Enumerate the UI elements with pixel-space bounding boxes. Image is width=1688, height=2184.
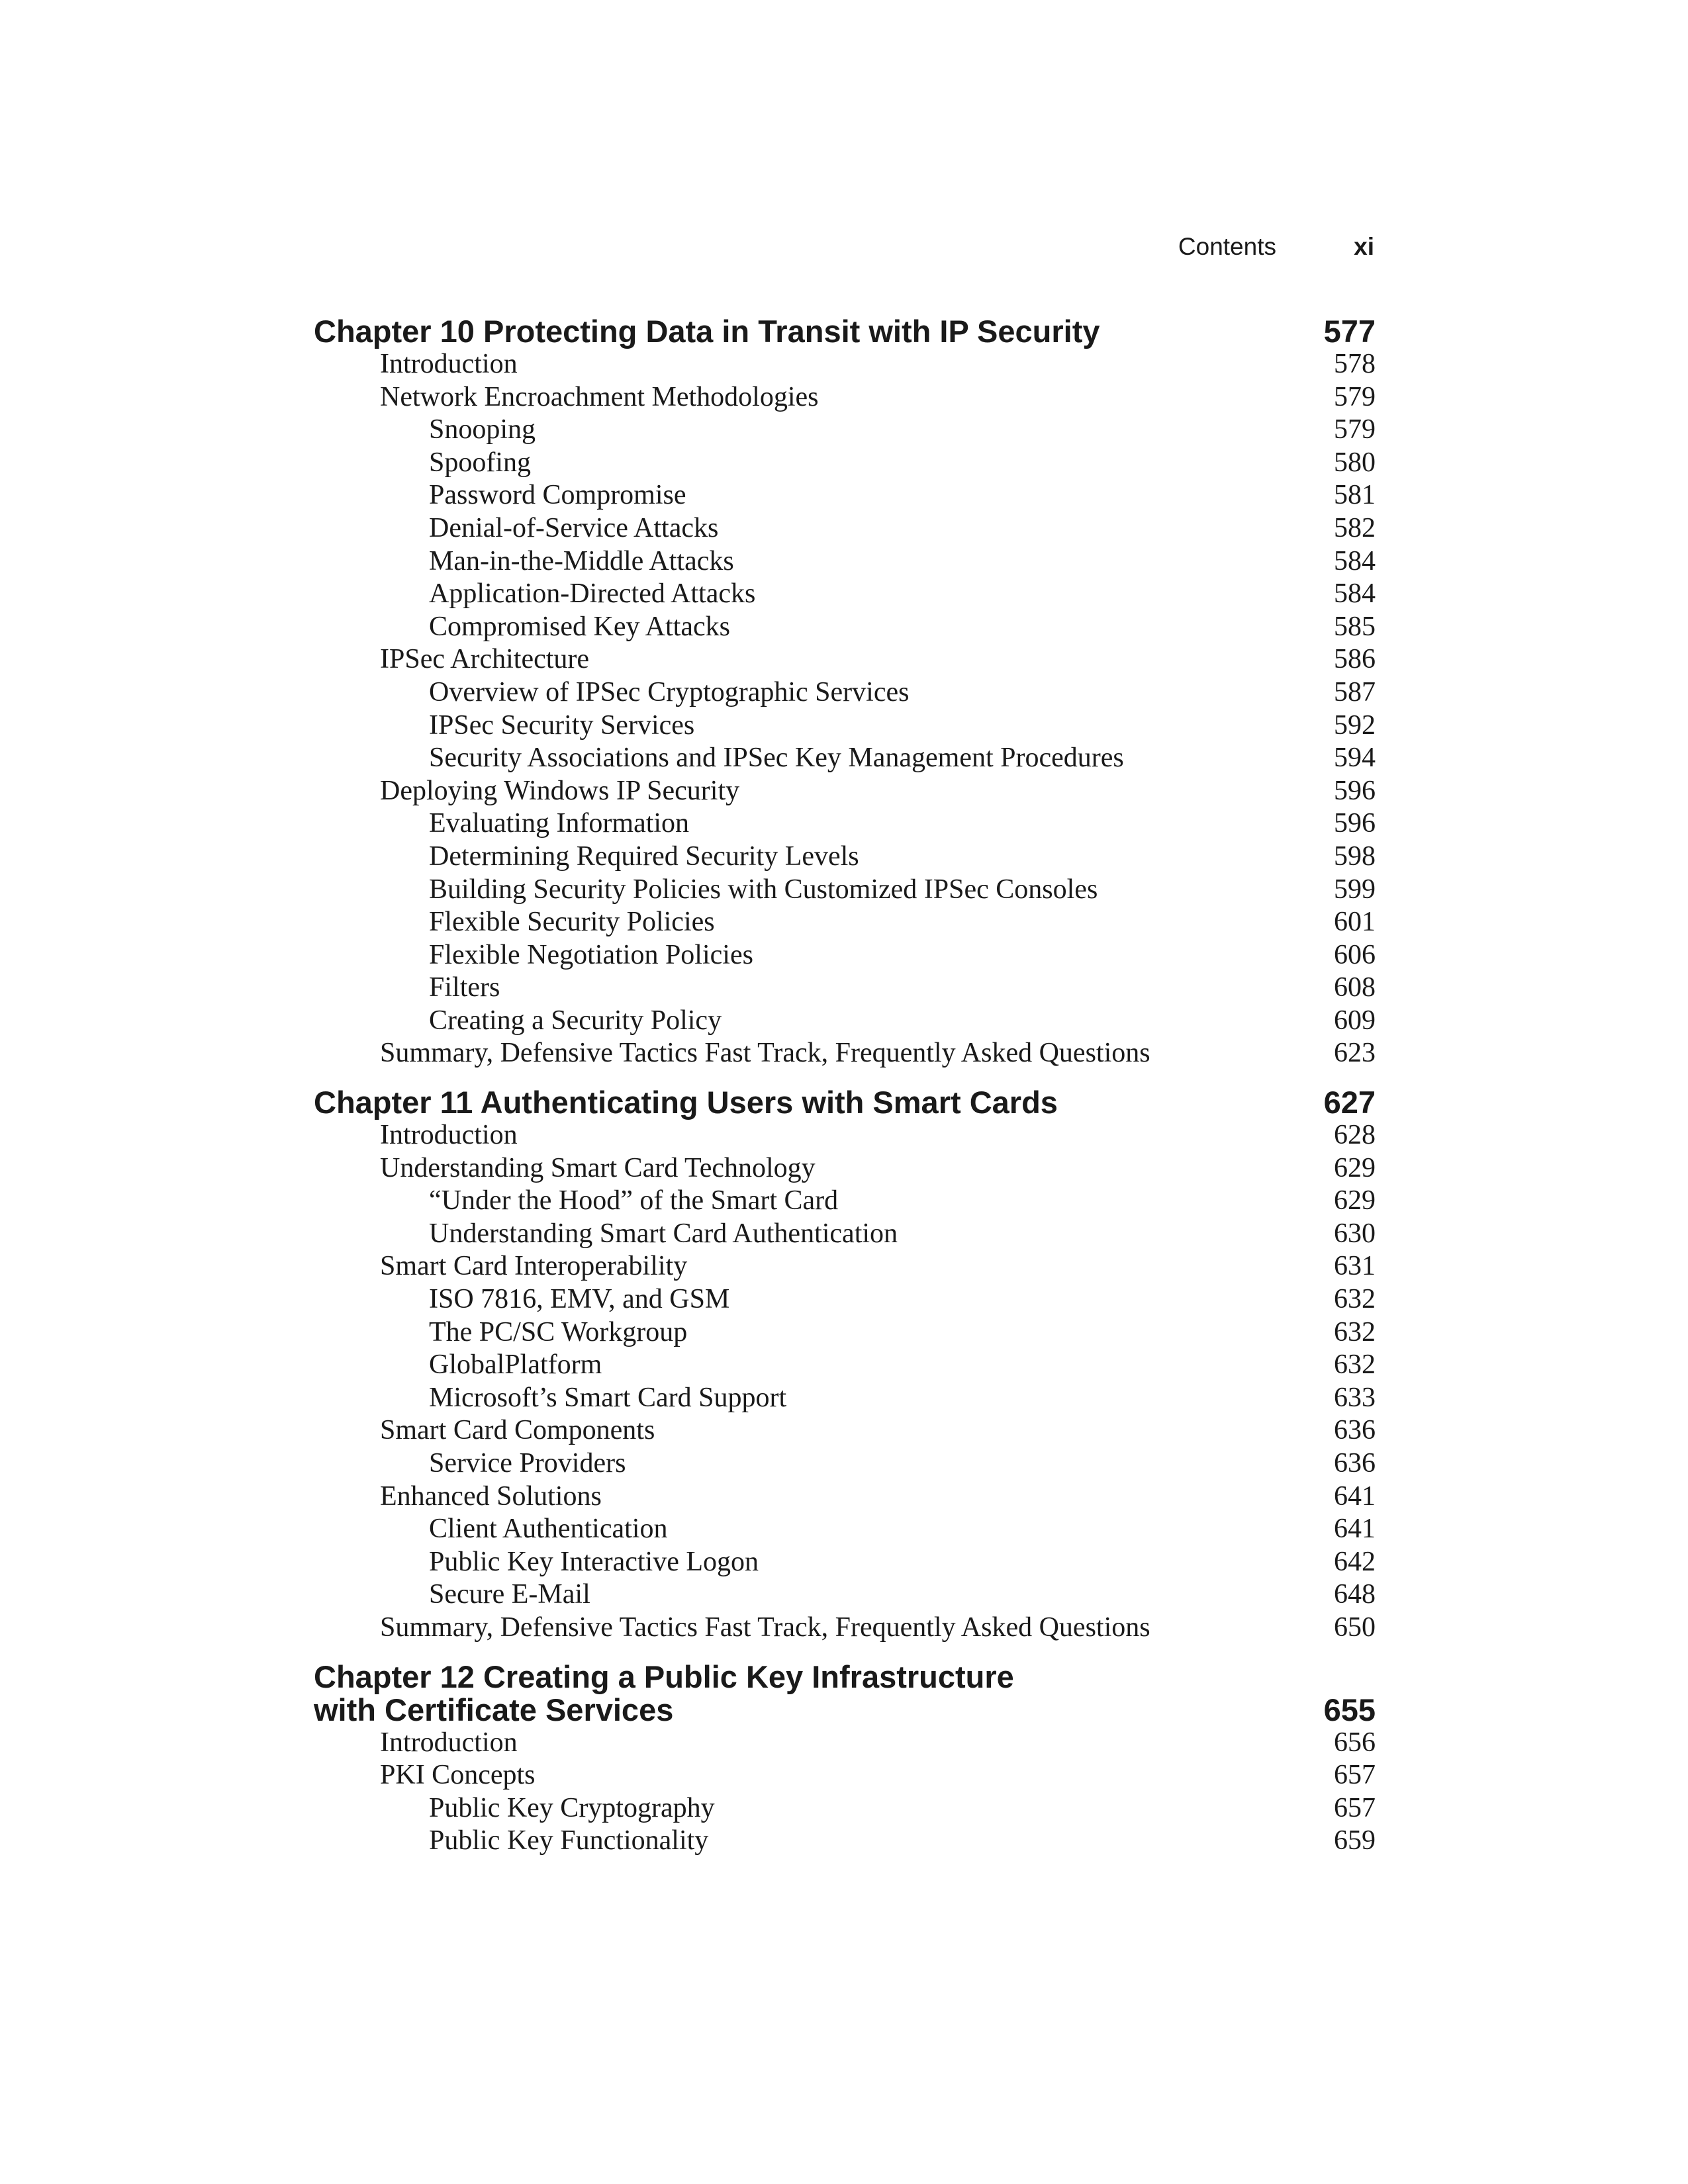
entry-page-number: 580 [1334, 447, 1376, 478]
entry-title: Introduction [380, 1727, 518, 1758]
toc-subsection-entry[interactable] [314, 1283, 1376, 1316]
toc-subsection-entry[interactable] [314, 1513, 1376, 1546]
entry-page-number: 596 [1334, 775, 1376, 806]
entry-page-number: 594 [1334, 743, 1376, 774]
toc-section-entry[interactable] [314, 1759, 1376, 1792]
entry-page-number: 586 [1334, 644, 1376, 675]
entry-title: Public Key Cryptography [429, 1792, 715, 1823]
table-of-contents [314, 315, 1376, 1858]
entry-page-number: 606 [1334, 939, 1376, 970]
toc-section-entry[interactable] [314, 1119, 1376, 1152]
running-header [1059, 233, 1374, 266]
entry-page-number: 579 [1334, 381, 1376, 412]
chapter-spacer [314, 1070, 1376, 1086]
toc-subsection-entry[interactable] [314, 1218, 1376, 1251]
entry-page-number: 592 [1334, 709, 1376, 741]
toc-section-entry[interactable] [314, 1152, 1376, 1185]
entry-page-number: 598 [1334, 841, 1376, 872]
chapter-title: with Certificate Services [314, 1692, 674, 1727]
entry-title: Filters [429, 972, 500, 1003]
entry-title: Determining Required Security Levels [429, 841, 859, 872]
entry-title: Understanding Smart Card Authentication [429, 1218, 898, 1249]
toc-subsection-entry[interactable] [314, 1792, 1376, 1825]
toc-subsection-entry[interactable] [314, 447, 1376, 480]
entry-page-number: 596 [1334, 808, 1376, 839]
toc-section-entry[interactable] [314, 381, 1376, 414]
toc-subsection-entry[interactable] [314, 709, 1376, 743]
entry-page-number: 630 [1334, 1218, 1376, 1249]
entry-page-number: 659 [1334, 1825, 1376, 1856]
chapter-title: Chapter 12 Creating a Public Key Infrastructure [314, 1659, 1014, 1694]
toc-subsection-entry[interactable] [314, 545, 1376, 578]
chapter-page-number: 655 [1323, 1692, 1376, 1727]
entry-title: Man-in-the-Middle Attacks [429, 545, 734, 576]
entry-title: “Under the Hood” of the Smart Card [429, 1185, 839, 1216]
toc-section-entry[interactable] [314, 775, 1376, 808]
entry-title: Application-Directed Attacks [429, 578, 756, 610]
entry-title: ISO 7816, EMV, and GSM [429, 1284, 730, 1315]
entry-title: Introduction [380, 1120, 518, 1151]
entry-title: Security Associations and IPSec Key Management Procedures [429, 743, 1124, 774]
entry-page-number: 623 [1334, 1038, 1376, 1069]
entry-page-number: 582 [1334, 512, 1376, 543]
entry-title: Building Security Policies with Customized IPSec Consoles [429, 874, 1098, 905]
entry-page-number: 648 [1334, 1579, 1376, 1610]
entry-page-number: 657 [1334, 1760, 1376, 1791]
chapter-title: Chapter 10 Protecting Data in Transit with IP Security [314, 314, 1100, 349]
running-header-title: Contents [1178, 233, 1276, 260]
toc-subsection-entry[interactable] [314, 874, 1376, 907]
entry-page-number: 629 [1334, 1152, 1376, 1183]
toc-subsection-entry[interactable] [314, 972, 1376, 1005]
entry-page-number: 587 [1334, 676, 1376, 707]
entry-title: Summary, Defensive Tactics Fast Track, Frequently Asked Questions [380, 1612, 1150, 1643]
toc-subsection-entry[interactable] [314, 1447, 1376, 1480]
entry-title: Enhanced Solutions [380, 1480, 602, 1512]
entry-page-number: 636 [1334, 1448, 1376, 1479]
toc-section-entry[interactable] [314, 1414, 1376, 1447]
toc-subsection-entry[interactable] [314, 1005, 1376, 1038]
entry-title: Client Authentication [429, 1514, 668, 1545]
entry-title: PKI Concepts [380, 1760, 536, 1791]
entry-title: Introduction [380, 349, 518, 379]
entry-page-number: 642 [1334, 1546, 1376, 1577]
entry-page-number: 657 [1334, 1792, 1376, 1823]
entry-title: GlobalPlatform [429, 1349, 602, 1381]
chapter-heading[interactable] [314, 1086, 1376, 1119]
toc-subsection-entry[interactable] [314, 1825, 1376, 1858]
entry-title: Deploying Windows IP Security [380, 775, 740, 806]
toc-subsection-entry[interactable] [314, 939, 1376, 972]
toc-subsection-entry[interactable] [314, 414, 1376, 447]
toc-section-entry[interactable] [314, 1727, 1376, 1760]
entry-page-number: 632 [1334, 1316, 1376, 1347]
toc-subsection-entry[interactable] [314, 479, 1376, 512]
toc-section-entry[interactable] [314, 1612, 1376, 1645]
entry-page-number: 608 [1334, 972, 1376, 1003]
entry-page-number: 636 [1334, 1415, 1376, 1446]
entry-page-number: 631 [1334, 1251, 1376, 1282]
chapter-heading[interactable] [314, 1661, 1376, 1727]
entry-page-number: 632 [1334, 1349, 1376, 1381]
entry-page-number: 650 [1334, 1612, 1376, 1643]
entry-title: Password Compromise [429, 480, 686, 511]
entry-title: Microsoft’s Smart Card Support [429, 1382, 787, 1413]
entry-title: Smart Card Components [380, 1415, 655, 1446]
entry-page-number: 584 [1334, 545, 1376, 576]
entry-page-number: 656 [1334, 1727, 1376, 1758]
chapter-page-number: 577 [1323, 314, 1376, 349]
chapter-page-number: 627 [1323, 1085, 1376, 1120]
toc-subsection-entry[interactable] [314, 1382, 1376, 1415]
running-header-page-number: xi [1354, 233, 1374, 260]
toc-section-entry[interactable] [314, 1250, 1376, 1283]
toc-subsection-entry[interactable] [314, 1316, 1376, 1349]
entry-page-number: 629 [1334, 1185, 1376, 1216]
entry-page-number: 578 [1334, 349, 1376, 379]
entry-title: Smart Card Interoperability [380, 1251, 688, 1282]
chapter-spacer [314, 1645, 1376, 1661]
toc-subsection-entry[interactable] [314, 1546, 1376, 1579]
entry-title: Service Providers [429, 1448, 626, 1479]
entry-title: Flexible Security Policies [429, 907, 715, 938]
entry-title: Creating a Security Policy [429, 1005, 722, 1036]
entry-page-number: 584 [1334, 578, 1376, 610]
entry-title: Secure E-Mail [429, 1579, 590, 1610]
entry-title: Snooping [429, 414, 536, 445]
toc-subsection-entry[interactable] [314, 742, 1376, 775]
chapter-title: Chapter 11 Authenticating Users with Smart Cards [314, 1085, 1058, 1120]
entry-page-number: 599 [1334, 874, 1376, 905]
entry-page-number: 633 [1334, 1382, 1376, 1413]
entry-page-number: 632 [1334, 1284, 1376, 1315]
entry-title: IPSec Architecture [380, 644, 590, 675]
entry-page-number: 585 [1334, 611, 1376, 642]
toc-subsection-entry[interactable] [314, 512, 1376, 545]
toc-subsection-entry[interactable] [314, 1349, 1376, 1382]
entry-title: Compromised Key Attacks [429, 611, 730, 642]
chapter-heading[interactable] [314, 315, 1376, 348]
entry-page-number: 641 [1334, 1514, 1376, 1545]
entry-title: Overview of IPSec Cryptographic Services [429, 676, 910, 707]
toc-subsection-entry[interactable] [314, 676, 1376, 709]
toc-subsection-entry[interactable] [314, 1578, 1376, 1612]
entry-title: Evaluating Information [429, 808, 690, 839]
entry-title: Network Encroachment Methodologies [380, 381, 819, 412]
toc-subsection-entry[interactable] [314, 578, 1376, 611]
entry-page-number: 609 [1334, 1005, 1376, 1036]
entry-title: The PC/SC Workgroup [429, 1316, 688, 1347]
entry-page-number: 581 [1334, 480, 1376, 511]
toc-section-entry[interactable] [314, 643, 1376, 676]
entry-title: Spoofing [429, 447, 532, 478]
entry-page-number: 641 [1334, 1480, 1376, 1512]
toc-section-entry[interactable] [314, 1480, 1376, 1514]
toc-subsection-entry[interactable] [314, 1185, 1376, 1218]
toc-section-entry[interactable] [314, 348, 1376, 381]
entry-title: Flexible Negotiation Policies [429, 939, 753, 970]
toc-subsection-entry[interactable] [314, 807, 1376, 841]
entry-page-number: 628 [1334, 1120, 1376, 1151]
entry-title: Summary, Defensive Tactics Fast Track, Frequently Asked Questions [380, 1038, 1150, 1069]
entry-title: Public Key Functionality [429, 1825, 709, 1856]
entry-page-number: 579 [1334, 414, 1376, 445]
entry-title: Denial-of-Service Attacks [429, 512, 719, 543]
toc-subsection-entry[interactable] [314, 906, 1376, 939]
toc-section-entry[interactable] [314, 1037, 1376, 1070]
entry-page-number: 601 [1334, 907, 1376, 938]
entry-title: IPSec Security Services [429, 709, 695, 741]
entry-title: Understanding Smart Card Technology [380, 1152, 816, 1183]
entry-title: Public Key Interactive Logon [429, 1546, 759, 1577]
toc-subsection-entry[interactable] [314, 611, 1376, 644]
toc-subsection-entry[interactable] [314, 841, 1376, 874]
